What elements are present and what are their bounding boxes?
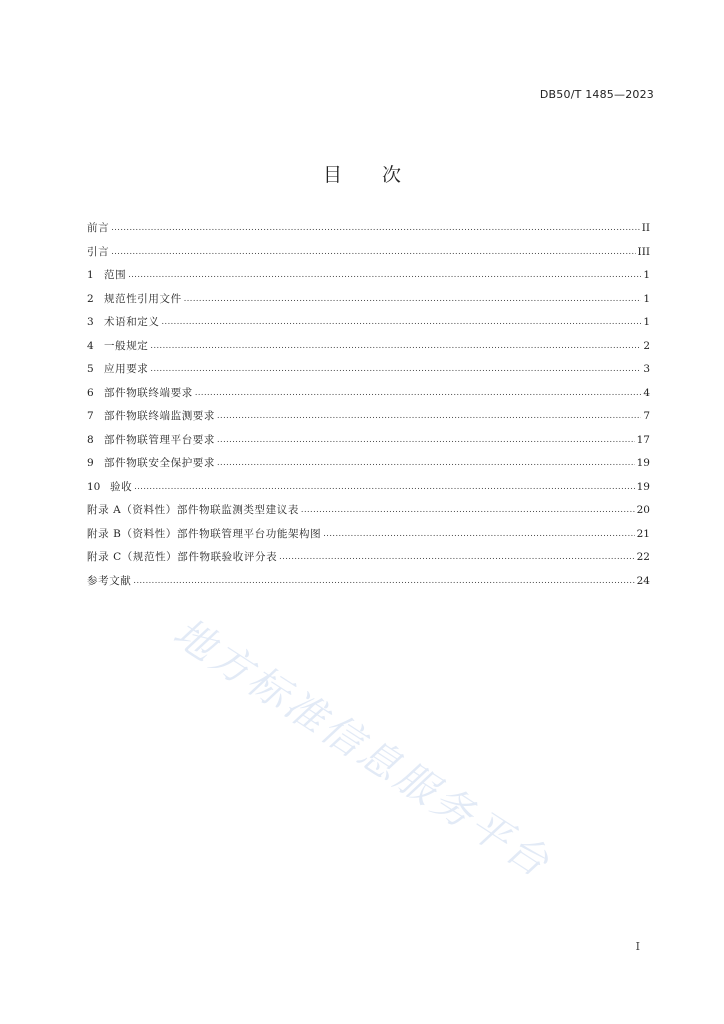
toc-entry-page: 1 xyxy=(643,316,650,328)
dot-leader xyxy=(195,381,642,405)
dot-leader xyxy=(128,263,641,287)
toc-entry-appendix-c[interactable] xyxy=(87,546,650,570)
dot-leader xyxy=(301,498,635,522)
toc-entry-page: 20 xyxy=(636,504,650,516)
toc-entry-page: 17 xyxy=(636,433,650,446)
toc-entry-text: 附录 A（资料性）部件物联监测类型建议表 xyxy=(87,504,299,516)
dot-leader xyxy=(162,310,642,334)
toc-entry-number: 10 xyxy=(87,480,101,493)
toc-entry-number: 6 xyxy=(87,386,94,399)
toc-entry-3[interactable] xyxy=(87,311,650,335)
toc-entry-page: 3 xyxy=(643,363,650,375)
toc-entry-10[interactable] xyxy=(87,476,650,500)
toc-entry-text: 部件物联终端要求 xyxy=(104,386,193,399)
toc-entry-appendix-b[interactable] xyxy=(87,523,650,547)
toc-entry-text: 规范性引用文件 xyxy=(104,292,182,305)
toc-entry-foreword[interactable] xyxy=(87,217,650,241)
toc-entry-2[interactable] xyxy=(87,288,650,312)
toc-entry-6[interactable] xyxy=(87,382,650,406)
toc-entry-number: 7 xyxy=(87,410,94,422)
toc-entry-9[interactable] xyxy=(87,452,650,476)
toc-entry-page: 24 xyxy=(636,574,650,587)
toc-entry-number: 4 xyxy=(87,339,94,352)
toc-entry-number: 1 xyxy=(87,269,94,281)
toc-entry-page: III xyxy=(637,245,650,258)
toc-entry-text: 附录 B（资料性）部件物联管理平台功能架构图 xyxy=(87,527,322,540)
toc-entry-text: 部件物联管理平台要求 xyxy=(104,433,215,446)
dot-leader xyxy=(133,569,634,593)
toc-entry-text: 参考文献 xyxy=(87,574,132,587)
toc-entry-number: 2 xyxy=(87,292,94,305)
toc-entry-text: 术语和定义 xyxy=(104,316,160,328)
toc-entry-page: 7 xyxy=(643,410,650,422)
toc-entry-page: 19 xyxy=(636,480,650,493)
toc-entry-page: 19 xyxy=(636,457,650,469)
watermark: 地方标准信息服务平台 xyxy=(165,609,560,888)
dot-leader xyxy=(111,216,640,240)
dot-leader xyxy=(184,287,642,311)
toc-entry-5[interactable] xyxy=(87,358,650,382)
dot-leader xyxy=(111,240,635,264)
toc-entry-text: 一般规定 xyxy=(104,339,149,352)
title-part-2: 次 xyxy=(382,164,402,186)
toc-entry-number: 9 xyxy=(87,457,94,469)
toc-entry-text: 验收 xyxy=(110,480,133,493)
dot-leader xyxy=(150,357,641,381)
title-part-1: 目 xyxy=(322,164,342,186)
toc-entry-text: 部件物联终端监测要求 xyxy=(104,410,215,422)
toc-entry-bibliography[interactable] xyxy=(87,570,650,594)
table-of-contents xyxy=(87,217,650,593)
toc-entry-number: 5 xyxy=(87,363,94,375)
toc-entry-number: 8 xyxy=(87,433,94,446)
page-number: I xyxy=(635,940,640,953)
toc-entry-text: 前言 xyxy=(87,222,110,234)
toc-entry-page: 21 xyxy=(636,527,650,540)
toc-entry-page: II xyxy=(641,222,650,234)
toc-entry-page: 1 xyxy=(643,269,650,281)
dot-leader xyxy=(150,334,641,358)
toc-entry-7[interactable] xyxy=(87,405,650,429)
toc-entry-appendix-a[interactable] xyxy=(87,499,650,523)
toc-entry-page: 22 xyxy=(636,551,650,563)
toc-entry-text: 引言 xyxy=(87,245,110,258)
toc-entry-page: 4 xyxy=(643,386,650,399)
toc-entry-page: 1 xyxy=(643,292,650,305)
toc-entry-8[interactable] xyxy=(87,429,650,453)
document-code: DB50/T 1485—2023 xyxy=(539,88,654,101)
dot-leader xyxy=(217,451,635,475)
toc-entry-page: 2 xyxy=(643,339,650,352)
toc-entry-text: 应用要求 xyxy=(104,363,149,375)
toc-entry-text: 附录 C（规范性）部件物联验收评分表 xyxy=(87,551,278,563)
dot-leader xyxy=(323,522,634,546)
dot-leader xyxy=(217,404,641,428)
toc-entry-introduction[interactable] xyxy=(87,241,650,265)
toc-entry-1[interactable] xyxy=(87,264,650,288)
dot-leader xyxy=(279,545,634,569)
dot-leader xyxy=(134,475,634,499)
toc-entry-text: 部件物联安全保护要求 xyxy=(104,457,215,469)
dot-leader xyxy=(217,428,635,452)
toc-entry-text: 范围 xyxy=(104,269,127,281)
page-title xyxy=(0,160,724,187)
toc-entry-number: 3 xyxy=(87,316,94,328)
toc-entry-4[interactable] xyxy=(87,335,650,359)
